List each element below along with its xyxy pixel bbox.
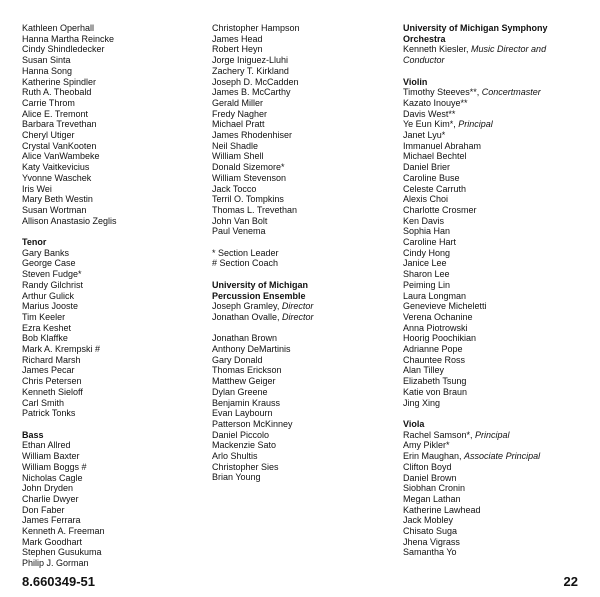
violin-heading: Violin (403, 76, 428, 87)
violin-member: Laura Longman (403, 290, 467, 301)
percussion-member: Benjamin Krauss (212, 397, 281, 408)
violin-lead (403, 109, 583, 120)
director (212, 301, 390, 312)
viola-member: Megan Lathan (403, 493, 461, 504)
director-name: Jonathan Ovalle, (212, 311, 283, 322)
member-name: Iris Wei (22, 183, 52, 194)
tenor-member: Marius Jooste (22, 301, 79, 312)
member-name: Terril O. Tompkins (212, 194, 284, 205)
violin-member: Caroline Hart (403, 237, 457, 248)
member-name: Donald Sizemore* (212, 162, 285, 173)
violin-lead-name: Kazato Inouye** (403, 97, 468, 108)
percussion-member: Christopher Sies (212, 461, 279, 472)
conductor (403, 44, 583, 65)
bass-member: James Ferrara (22, 515, 81, 526)
member-name: John Van Bolt (212, 215, 268, 226)
director-role: Director (282, 311, 314, 322)
director-name: Joseph Gramley, (212, 301, 282, 312)
violin-list (403, 130, 583, 408)
member-name: James Head (212, 33, 263, 44)
tenor-member: Chris Petersen (22, 376, 82, 387)
percussion-heading-1: University of Michigan (212, 279, 309, 290)
member-name: Susan Sinta (22, 55, 71, 66)
violin-lead-name: Ye Eun Kim*, (403, 119, 459, 130)
violin-lead-role: Concertmaster (481, 87, 541, 98)
viola-member: Siobhan Cronin (403, 483, 466, 494)
column-3 (403, 23, 583, 558)
violin-member: Katie von Braun (403, 386, 468, 397)
viola-lead-list (403, 430, 583, 462)
tenor-member: Tim Keeler (22, 311, 66, 322)
tenor-member: Gary Banks (22, 247, 70, 258)
violin-member: Janice Lee (403, 258, 447, 269)
bass-member: John Dryden (22, 483, 74, 494)
violin-member: Anna Piotrowski (403, 322, 468, 333)
orchestra-heading-2: Orchestra (403, 33, 446, 44)
conductor-role: Music Director and Conductor (403, 44, 547, 66)
violin-member: Alan Tilley (403, 365, 445, 376)
member-name: Cheryl Utiger (22, 130, 75, 141)
member-name: Michael Pratt (212, 119, 265, 130)
member-name: Ruth A. Theobald (22, 87, 92, 98)
percussion-member: Mackenzie Sato (212, 440, 277, 451)
tenor-member: Richard Marsh (22, 354, 81, 365)
bass-heading: Bass (22, 429, 44, 440)
page-number: 22 (563, 574, 578, 589)
member-name: Cindy Shindledecker (22, 44, 105, 55)
percussion-member: Patterson McKinney (212, 418, 293, 429)
tenor-member: Bob Klaffke (22, 333, 68, 344)
tenor-member: Mark A. Krempski # (22, 344, 101, 355)
member-name: Katherine Spindler (22, 76, 97, 87)
violin-lead (403, 87, 583, 98)
percussion-member: Dylan Greene (212, 386, 268, 397)
member-name: Hanna Martha Reincke (22, 33, 115, 44)
violin-member: Jing Xing (403, 397, 441, 408)
violin-member: Michael Bechtel (403, 151, 467, 162)
viola-list (403, 462, 583, 558)
bass-member: Kenneth A. Freeman (22, 526, 105, 537)
member-name: Hanna Song (22, 65, 73, 76)
member-name: Barbara Trevethan (22, 119, 97, 130)
percussion-directors (212, 301, 390, 322)
viola-lead (403, 440, 583, 451)
violin-lead-list (403, 87, 583, 130)
percussion-list (212, 333, 390, 483)
violin-member: Genevieve Micheletti (403, 301, 487, 312)
member-name: Yvonne Waschek (22, 172, 92, 183)
viola-lead-role: Principal (475, 429, 510, 440)
viola-lead (403, 430, 583, 441)
violin-member: Daniel Brier (403, 162, 451, 173)
violin-member: Cindy Hong (403, 247, 451, 258)
tenor-heading: Tenor (22, 237, 47, 248)
viola-member: Chisato Suga (403, 526, 458, 537)
violin-member: Elizabeth Tsung (403, 376, 467, 387)
tenor-member: Randy Gilchrist (22, 279, 84, 290)
viola-member: Katherine Lawhead (403, 504, 481, 515)
bass-member: William Baxter (22, 451, 80, 462)
bass-member: Philip J. Gorman (22, 558, 89, 569)
violin-member: Immanuel Abraham (403, 140, 482, 151)
bass-member: Stephen Gusukuma (22, 547, 102, 558)
violin-member: Adrianne Pope (403, 344, 463, 355)
member-name: Robert Heyn (212, 44, 263, 55)
violin-lead (403, 98, 583, 109)
conductor-name: Kenneth Kiesler, (403, 44, 472, 55)
violin-lead-role: Principal (458, 119, 493, 130)
bass-member: Don Faber (22, 504, 65, 515)
viola-member: Clifton Boyd (403, 461, 452, 472)
percussion-heading-2: Percussion Ensemble (212, 290, 306, 301)
member-name: William Stevenson (212, 172, 287, 183)
member-name: Crystal VanKooten (22, 140, 97, 151)
percussion-member: Gary Donald (212, 354, 263, 365)
member-name: Zachery T. Kirkland (212, 65, 289, 76)
viola-member: Jhena Vigrass (403, 536, 460, 547)
violin-member: Celeste Carruth (403, 183, 467, 194)
violin-member: Peiming Lin (403, 279, 451, 290)
member-name: Thomas L. Trevethan (212, 204, 298, 215)
tenor-member: Carl Smith (22, 397, 65, 408)
tenor-list (22, 248, 202, 419)
catalog-number: 8.660349-51 (22, 574, 96, 589)
bass-list (22, 440, 202, 568)
violin-member: Caroline Buse (403, 172, 460, 183)
viola-member: Jack Mobley (403, 515, 454, 526)
percussion-member: Brian Young (212, 472, 261, 483)
tenor-member: Arthur Gulick (22, 290, 75, 301)
director-role: Director (281, 301, 314, 312)
bass-member: Mark Goodhart (22, 536, 83, 547)
violin-member: Charlotte Crosmer (403, 204, 477, 215)
percussion-member: Evan Laybourn (212, 408, 273, 419)
member-name: Allison Anastasio Zeglis (22, 215, 117, 226)
percussion-member: Matthew Geiger (212, 376, 276, 387)
member-name: James Rhodenhiser (212, 130, 293, 141)
bass-member: Ethan Allred (22, 440, 71, 451)
tenor-member: Kenneth Sieloff (22, 386, 83, 397)
tenor-member: Patrick Tonks (22, 408, 76, 419)
member-name: Kathleen Operhall (22, 23, 95, 33)
member-name: Mary Beth Westin (22, 194, 93, 205)
member-name: Katy Vaitkevicius (22, 162, 90, 173)
member-name: Alice E. Tremont (22, 108, 89, 119)
violin-member: Alexis Choi (403, 194, 449, 205)
member-name: Neil Shadle (212, 140, 259, 151)
viola-member: Samantha Yo (403, 547, 457, 558)
member-name: Fredy Nagher (212, 108, 268, 119)
member-name: Paul Venema (212, 226, 266, 237)
tenor-member: Steven Fudge* (22, 269, 82, 280)
tenor-member: George Case (22, 258, 76, 269)
member-name: Christopher Hampson (212, 23, 300, 33)
percussion-member: Daniel Piccolo (212, 429, 270, 440)
orchestra-heading-1: University of Michigan Symphony (403, 23, 548, 33)
bass-member: William Boggs # (22, 461, 87, 472)
violin-lead-name: Davis West** (403, 108, 456, 119)
viola-member: Daniel Brown (403, 472, 457, 483)
chorus-names-list-2 (212, 23, 390, 237)
violin-member: Sharon Lee (403, 269, 450, 280)
bass-member: Charlie Dwyer (22, 493, 79, 504)
viola-lead (403, 451, 583, 462)
legend (212, 248, 390, 269)
member-name: Jack Tocco (212, 183, 257, 194)
tenor-member: Ezra Keshet (22, 322, 72, 333)
column-1 (22, 23, 202, 569)
legend-item: # Section Coach (212, 258, 279, 269)
violin-member: Janet Lyu* (403, 130, 446, 141)
chorus-names-list (22, 23, 202, 226)
violin-member: Hoorig Poochikian (403, 333, 477, 344)
percussion-member: Anthony DeMartinis (212, 344, 291, 355)
viola-lead-name: Rachel Samson*, (403, 429, 476, 440)
percussion-member: Arlo Shultis (212, 451, 258, 462)
bass-member: Nicholas Cagle (22, 472, 83, 483)
viola-lead-name: Amy Pikler* (403, 440, 450, 451)
violin-member: Ken Davis (403, 215, 445, 226)
member-name: Gerald Miller (212, 97, 264, 108)
violin-member: Verena Ochanine (403, 311, 473, 322)
violin-member: Sophia Han (403, 226, 451, 237)
legend-item: * Section Leader (212, 247, 279, 258)
director (212, 312, 390, 323)
member-name: Joseph D. McCadden (212, 76, 299, 87)
violin-member: Chauntee Ross (403, 354, 466, 365)
percussion-member: Jonathan Brown (212, 333, 278, 344)
member-name: Jorge Iniguez-Lluhi (212, 55, 289, 66)
percussion-member: Thomas Erickson (212, 365, 282, 376)
member-name: William Shell (212, 151, 264, 162)
viola-lead-role: Associate Principal (464, 451, 541, 462)
member-name: Susan Wortman (22, 204, 87, 215)
member-name: James B. McCarthy (212, 87, 291, 98)
member-name: Carrie Throm (22, 97, 75, 108)
member-name: Alice VanWambeke (22, 151, 100, 162)
viola-heading: Viola (403, 418, 425, 429)
violin-lead (403, 119, 583, 130)
violin-lead-name: Timothy Steeves**, (403, 87, 482, 98)
viola-lead-name: Erin Maughan, (403, 451, 465, 462)
tenor-member: James Pecar (22, 365, 75, 376)
column-2 (212, 23, 390, 483)
